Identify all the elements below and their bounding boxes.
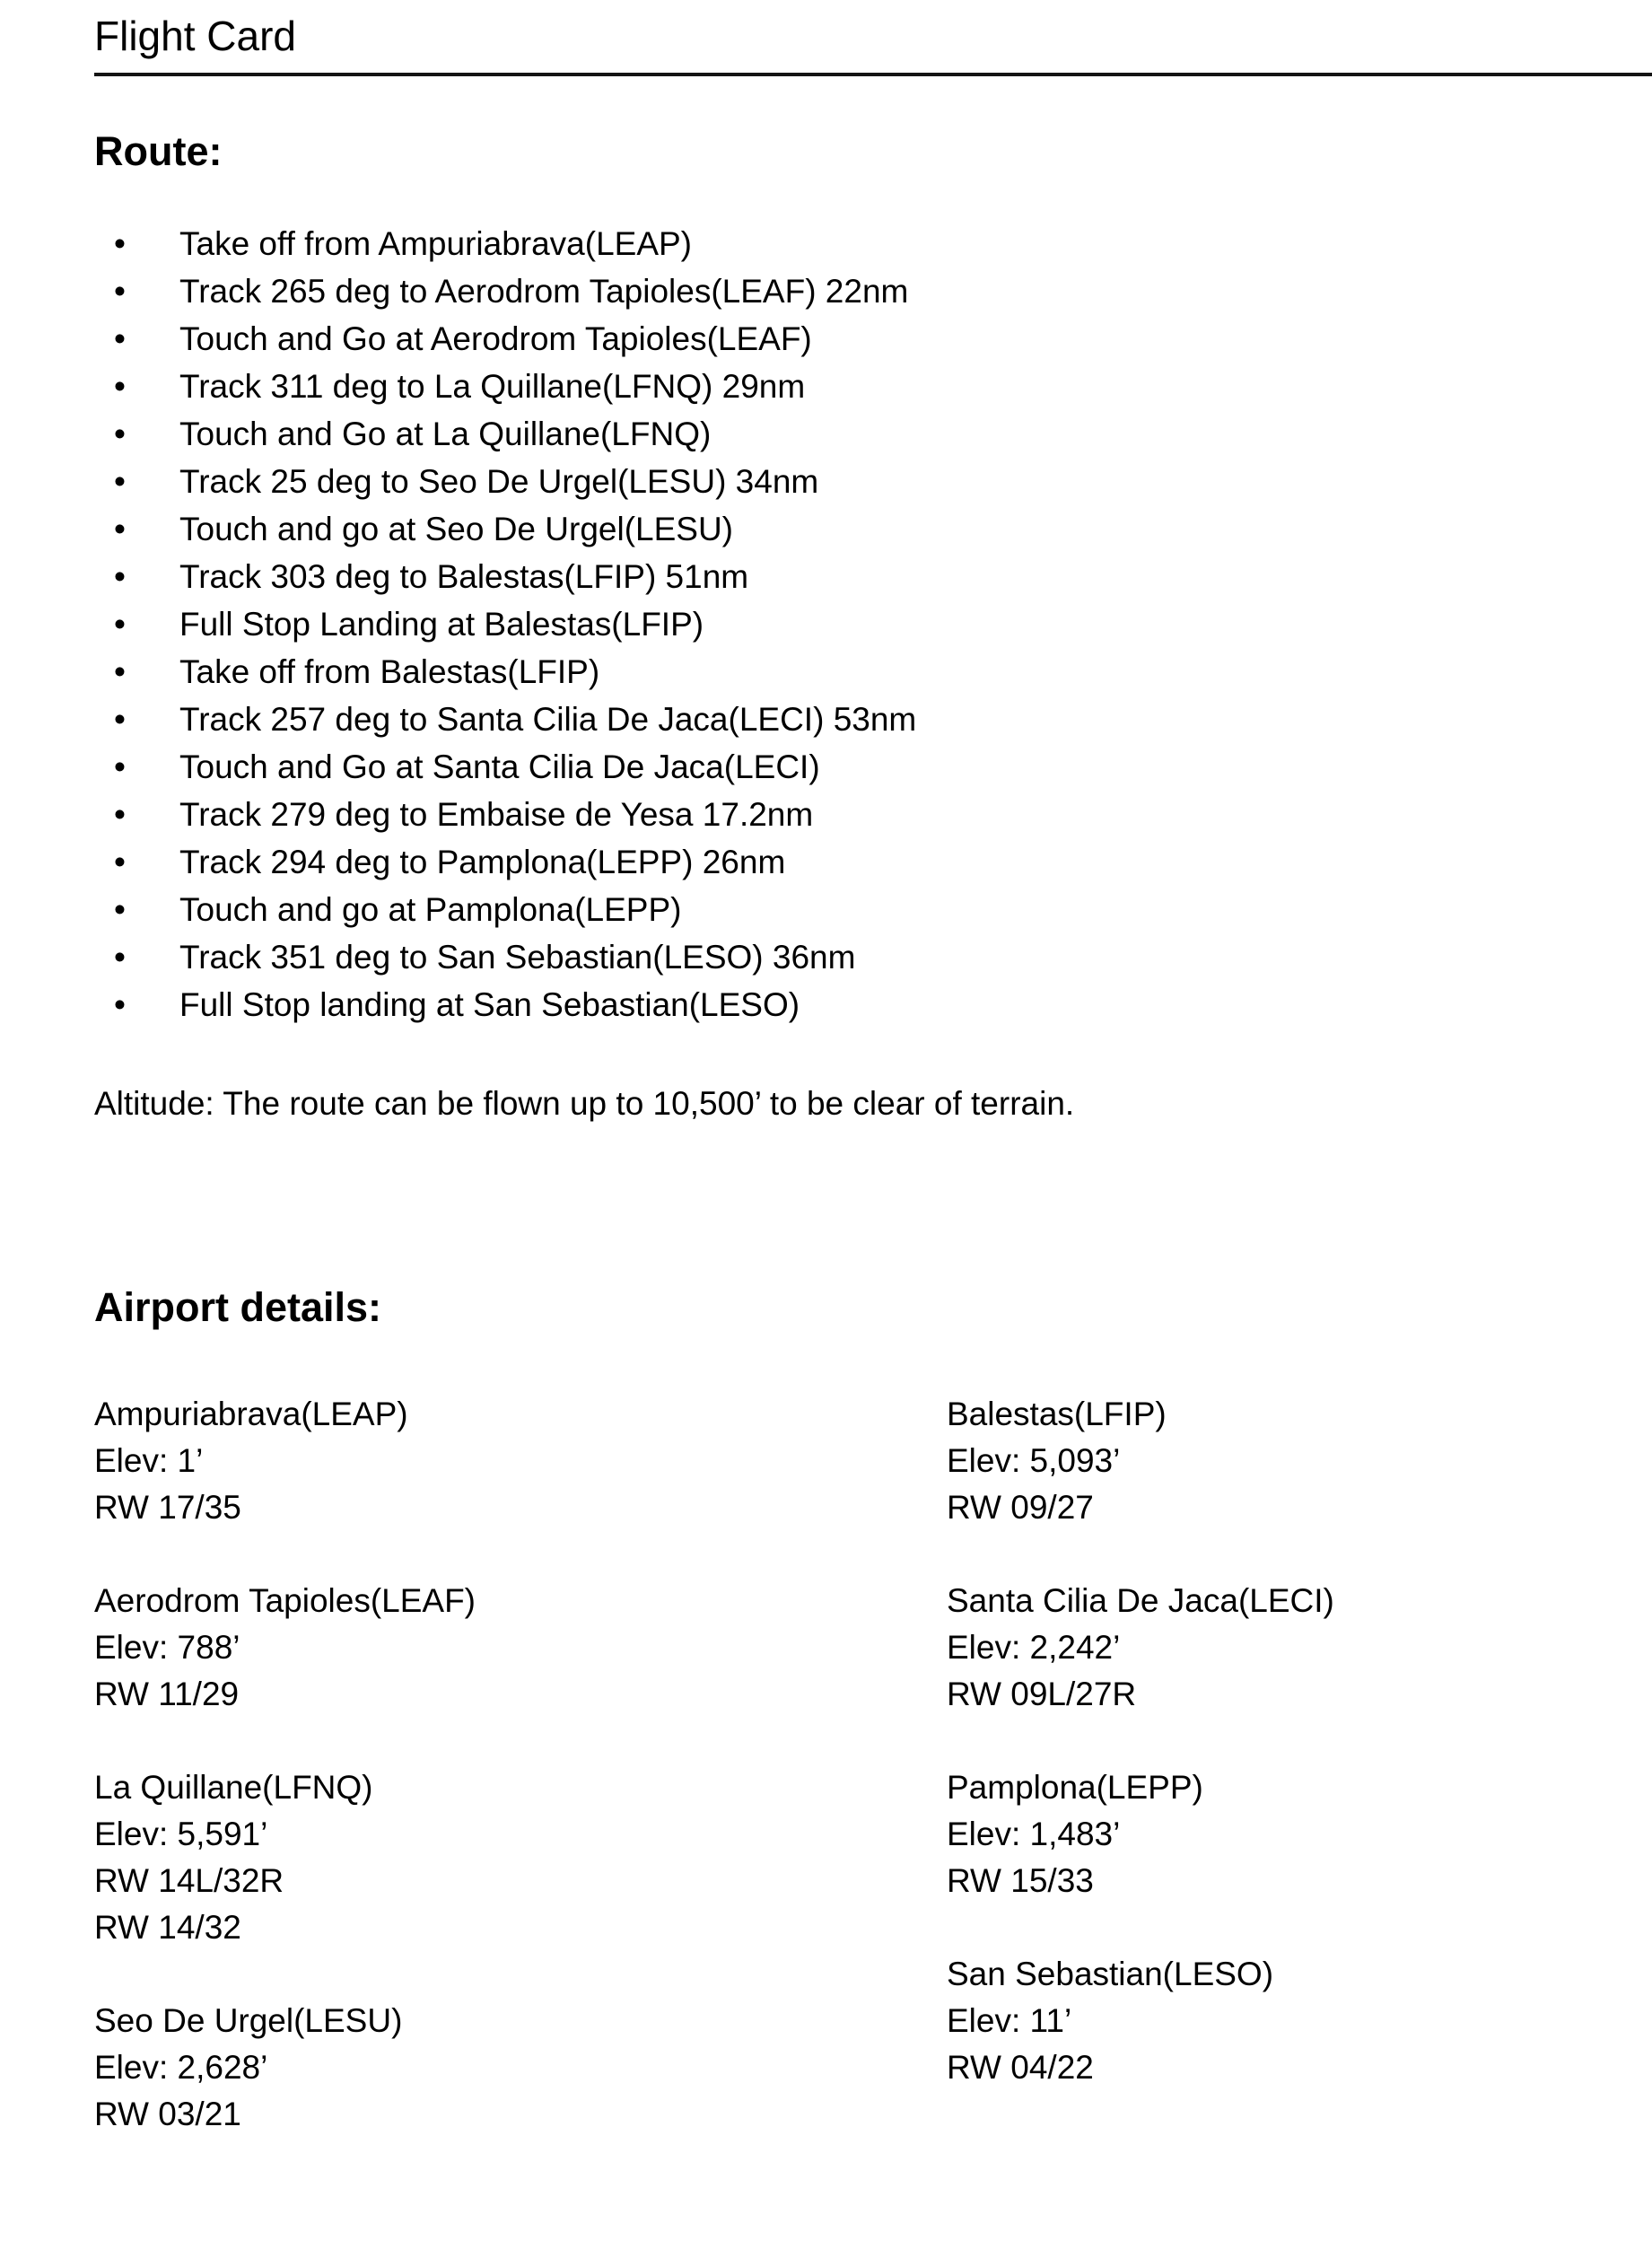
airport-detail-line: RW 11/29 [94, 1676, 240, 1713]
altitude-note: Altitude: The route can be flown up to 10,500’ to be clear of terrain. [94, 1084, 1075, 1122]
title-divider [94, 73, 1652, 76]
airport-detail-line: Elev: 788’ [94, 1629, 240, 1667]
airport-name: Seo De Urgel(LESU) [94, 2002, 403, 2040]
route-step: • Track 294 deg to Pamplona(LEPP) 26nm [94, 838, 1652, 886]
airport-name: Aerodrom Tapioles(LEAF) [94, 1582, 476, 1620]
airport-block [94, 1578, 947, 1718]
route-step: • Touch and go at Pamplona(LEPP) [94, 886, 1652, 933]
route-step: • Take off from Balestas(LFIP) [94, 648, 1652, 696]
route-step: • Track 279 deg to Embaise de Yesa 17.2nm [94, 791, 1652, 838]
airport-details-section [94, 1284, 1652, 2185]
route-step: • Track 303 deg to Balestas(LFIP) 51nm [94, 553, 1652, 600]
route-step: • Track 311 deg to La Quillane(LFNQ) 29nm [94, 363, 1652, 410]
airport-detail-line: RW 04/22 [947, 2049, 1094, 2087]
airport-detail-line: RW 17/35 [94, 1489, 241, 1527]
route-step: • Full Stop Landing at Balestas(LFIP) [94, 600, 1652, 648]
airport-detail-line: Elev: 5,093’ [947, 1442, 1121, 1480]
route-step: • Track 257 deg to Santa Cilia De Jaca(LECI) 53nm [94, 696, 1652, 743]
airport-detail-line: Elev: 2,242’ [947, 1629, 1121, 1667]
airport-block [94, 1391, 947, 1531]
airport-block [947, 1951, 1652, 2091]
airport-name: Balestas(LFIP) [947, 1396, 1167, 1433]
airport-name: La Quillane(LFNQ) [94, 1769, 373, 1807]
airport-column-left [94, 1391, 947, 2184]
airport-block [947, 1764, 1652, 1904]
route-step: • Touch and Go at Aerodrom Tapioles(LEAF) [94, 315, 1652, 363]
airport-detail-line: RW 14/32 [94, 1909, 241, 1947]
airport-detail-line: RW 03/21 [94, 2096, 241, 2133]
airport-block [947, 1578, 1652, 1718]
route-list [94, 220, 1652, 1028]
airport-detail-line: Elev: 1’ [94, 1442, 204, 1480]
route-step: • Touch and go at Seo De Urgel(LESU) [94, 505, 1652, 553]
airport-detail-line: RW 09L/27R [947, 1676, 1137, 1713]
airport-details-heading: Airport details: [94, 1283, 382, 1330]
airport-detail-line: RW 15/33 [947, 1862, 1094, 1900]
airport-name: Ampuriabrava(LEAP) [94, 1396, 408, 1433]
route-step: • Touch and Go at La Quillane(LFNQ) [94, 410, 1652, 458]
route-step: • Touch and Go at Santa Cilia De Jaca(LECI) [94, 743, 1652, 791]
route-section [94, 128, 1652, 1127]
route-step: • Track 25 deg to Seo De Urgel(LESU) 34nm [94, 458, 1652, 505]
airport-name: Santa Cilia De Jaca(LECI) [947, 1582, 1334, 1620]
route-step: • Take off from Ampuriabrava(LEAP) [94, 220, 1652, 267]
route-step: • Track 265 deg to Aerodrom Tapioles(LEAF) 22nm [94, 267, 1652, 315]
airport-detail-line: Elev: 2,628’ [94, 2049, 268, 2087]
airport-detail-line: Elev: 1,483’ [947, 1816, 1121, 1853]
airport-detail-line: Elev: 5,591’ [94, 1816, 268, 1853]
airport-column-right [947, 1391, 1652, 2184]
airport-block [94, 1998, 947, 2138]
airport-columns [94, 1391, 1652, 2184]
airport-detail-line: RW 14L/32R [94, 1862, 284, 1900]
airport-block [947, 1391, 1652, 1531]
route-heading: Route: [94, 127, 223, 174]
airport-detail-line: Elev: 11’ [947, 2002, 1072, 2040]
route-step: • Track 351 deg to San Sebastian(LESO) 36nm [94, 933, 1652, 981]
route-step: • Full Stop landing at San Sebastian(LESO) [94, 981, 1652, 1028]
page-title: Flight Card [94, 13, 296, 59]
airport-block [94, 1764, 947, 1951]
airport-name: Pamplona(LEPP) [947, 1769, 1203, 1807]
airport-detail-line: RW 09/27 [947, 1489, 1094, 1527]
airport-name: San Sebastian(LESO) [947, 1956, 1274, 1993]
